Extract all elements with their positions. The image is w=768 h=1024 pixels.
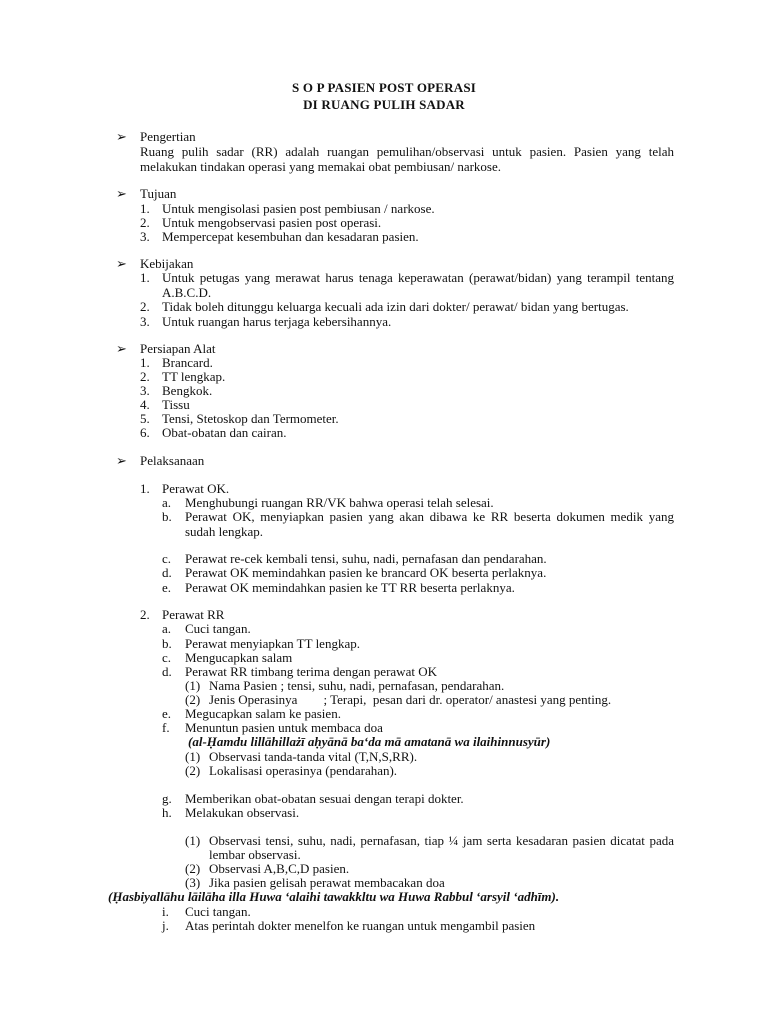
section-heading-persiapan-alat: Persiapan Alat bbox=[140, 341, 216, 356]
subsection-perawat-ok: Perawat OK. bbox=[162, 481, 230, 496]
list-letter: f. bbox=[162, 720, 170, 735]
list-number: 1. bbox=[140, 355, 150, 370]
list-number: 1. bbox=[140, 201, 150, 216]
list-item: Mempercepat kesembuhan dan kesadaran pasien. bbox=[162, 229, 419, 244]
sub-list-number: (3) bbox=[185, 875, 201, 890]
list-number: 2. bbox=[140, 215, 150, 230]
sub-list-number: (1) bbox=[185, 833, 201, 848]
list-letter: a. bbox=[162, 621, 172, 636]
list-item: Megucapkan salam ke pasien. bbox=[185, 706, 341, 721]
pengertian-text-1: Ruang pulih sadar (RR) adalah ruangan pemulihan/observasi untuk pasien. Pasien yang telah bbox=[140, 144, 674, 159]
list-item: Tissu bbox=[162, 397, 190, 412]
list-letter: c. bbox=[162, 650, 172, 665]
list-item: Untuk mengisolasi pasien post pembiusan / narkose. bbox=[162, 201, 435, 216]
list-letter: i. bbox=[162, 904, 169, 919]
list-item-continuation: A.B.C.D. bbox=[162, 285, 212, 300]
list-item: Bengkok. bbox=[162, 383, 213, 398]
list-letter: g. bbox=[162, 791, 172, 806]
sub-list-item: Nama Pasien ; tensi, suhu, nadi, pernafasan, pendarahan. bbox=[209, 678, 505, 693]
list-item: Cuci tangan. bbox=[185, 904, 251, 919]
list-number: 3. bbox=[140, 383, 150, 398]
list-number: 2. bbox=[140, 607, 150, 622]
list-number: 4. bbox=[140, 397, 150, 412]
list-letter: d. bbox=[162, 565, 172, 580]
sub-list-item: Observasi tanda-tanda vital (T,N,S,RR). bbox=[209, 749, 418, 764]
list-letter: e. bbox=[162, 580, 172, 595]
list-item: TT lengkap. bbox=[162, 369, 226, 384]
sub-list-item: Observasi tensi, suhu, nadi, pernafasan, tiap ¼ jam serta kesadaran pasien dicatat pada bbox=[209, 833, 674, 848]
list-item: Melakukan observasi. bbox=[185, 805, 300, 820]
bullet-arrow-icon: ➢ bbox=[116, 186, 127, 201]
list-number: 6. bbox=[140, 425, 150, 440]
list-letter: b. bbox=[162, 636, 172, 651]
list-item: Cuci tangan. bbox=[185, 621, 251, 636]
pengertian-text-2: melakukan tindakan operasi yang memakai obat pembiusan/ narkose. bbox=[140, 159, 501, 174]
list-item: Perawat OK memindahkan pasien ke TT RR beserta perlaknya. bbox=[185, 580, 515, 595]
list-item: Perawat re-cek kembali tensi, suhu, nadi, pernafasan dan pendarahan. bbox=[185, 551, 547, 566]
list-item: Perawat OK, menyiapkan pasien yang akan dibawa ke RR beserta dokumen medik yang bbox=[185, 509, 674, 524]
list-number: 5. bbox=[140, 411, 150, 426]
sub-list-item: Observasi A,B,C,D pasien. bbox=[209, 861, 350, 876]
sub-list-number: (1) bbox=[185, 678, 201, 693]
bullet-arrow-icon: ➢ bbox=[116, 129, 127, 144]
list-number: 2. bbox=[140, 299, 150, 314]
prayer-text: (al-Ḥamdu lillāhillażī aḥyānā ba‘da mā amatanā wa ilaihinnusyūr) bbox=[188, 734, 551, 749]
sub-list-item: Jika pasien gelisah perawat membacakan doa bbox=[209, 875, 445, 890]
list-number: 2. bbox=[140, 369, 150, 384]
list-item: Memberikan obat-obatan sesuai dengan terapi dokter. bbox=[185, 791, 464, 806]
bullet-arrow-icon: ➢ bbox=[116, 341, 127, 356]
list-item: Untuk ruangan harus terjaga kebersihannya. bbox=[162, 314, 392, 329]
sub-list-number: (2) bbox=[185, 763, 201, 778]
list-item-continuation: sudah lengkap. bbox=[185, 524, 263, 539]
list-number: 1. bbox=[140, 481, 150, 496]
bullet-arrow-icon: ➢ bbox=[116, 453, 127, 468]
sub-list-number: (2) bbox=[185, 861, 201, 876]
list-item: Menuntun pasien untuk membaca doa bbox=[185, 720, 383, 735]
bullet-arrow-icon: ➢ bbox=[116, 256, 127, 271]
list-item: Menghubungi ruangan RR/VK bahwa operasi telah selesai. bbox=[185, 495, 494, 510]
list-letter: c. bbox=[162, 551, 172, 566]
list-letter: a. bbox=[162, 495, 172, 510]
subsection-perawat-rr: Perawat RR bbox=[162, 607, 225, 622]
list-number: 3. bbox=[140, 229, 150, 244]
section-heading-pengertian: Pengertian bbox=[140, 129, 196, 144]
title-line-2: DI RUANG PULIH SADAR bbox=[303, 97, 465, 112]
list-item: Untuk petugas yang merawat harus tenaga keperawatan (perawat/bidan) yang terampil tentang bbox=[162, 270, 674, 285]
section-heading-kebijakan: Kebijakan bbox=[140, 256, 194, 271]
sub-list-number: (1) bbox=[185, 749, 201, 764]
list-item: Brancard. bbox=[162, 355, 213, 370]
prayer-text: (Ḥasbiyallāhu lāilāha illa Huwa ‘alaihi tawakkltu wa Huwa Rabbul ‘arsyil ‘adhīm). bbox=[108, 889, 560, 904]
list-letter: b. bbox=[162, 509, 172, 524]
section-heading-tujuan: Tujuan bbox=[140, 186, 177, 201]
list-number: 3. bbox=[140, 314, 150, 329]
sub-list-item: Lokalisasi operasinya (pendarahan). bbox=[209, 763, 398, 778]
list-letter: h. bbox=[162, 805, 172, 820]
sub-list-item: Jenis Operasinya ; Terapi, pesan dari dr. operator/ anastesi yang penting. bbox=[209, 692, 612, 707]
title-line-1: S O P PASIEN POST OPERASI bbox=[291, 80, 477, 95]
list-item: Atas perintah dokter menelfon ke ruangan untuk mengambil pasien bbox=[185, 918, 536, 933]
list-item: Untuk mengobservasi pasien post operasi. bbox=[162, 215, 382, 230]
list-item: Perawat menyiapkan TT lengkap. bbox=[185, 636, 360, 651]
list-letter: e. bbox=[162, 706, 172, 721]
list-item: Obat-obatan dan cairan. bbox=[162, 425, 287, 440]
list-item: Perawat OK memindahkan pasien ke brancard OK beserta perlaknya. bbox=[185, 565, 547, 580]
list-number: 1. bbox=[140, 270, 150, 285]
list-item: Mengucapkan salam bbox=[185, 650, 293, 665]
list-letter: j. bbox=[162, 918, 169, 933]
list-item: Tidak boleh ditunggu keluarga kecuali ada izin dari dokter/ perawat/ bidan yang bertugas. bbox=[162, 299, 629, 314]
list-item: Perawat RR timbang terima dengan perawat OK bbox=[185, 664, 437, 679]
list-item: Tensi, Stetoskop dan Termometer. bbox=[162, 411, 339, 426]
list-letter: d. bbox=[162, 664, 172, 679]
sub-list-item-continuation: lembar observasi. bbox=[209, 847, 301, 862]
sub-list-number: (2) bbox=[185, 692, 201, 707]
section-heading-pelaksanaan: Pelaksanaan bbox=[140, 453, 205, 468]
